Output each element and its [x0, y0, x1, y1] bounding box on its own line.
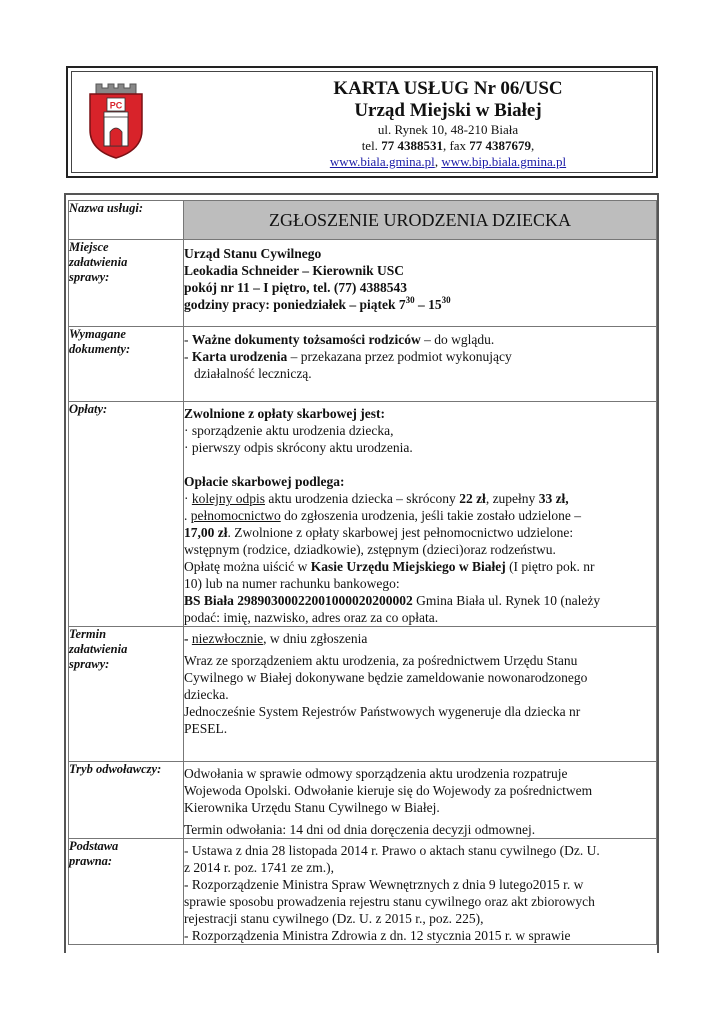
document-item: - Karta urodzenia – przekazana przez podmiot wykonujący: [184, 349, 512, 364]
phone-number: 77 4388531: [381, 138, 443, 153]
legal-basis-details: [184, 839, 657, 945]
content-frame-right: [657, 193, 660, 953]
term-line: Jednocześnie System Rejestrów Państwowych wygeneruje dla dziecka nr: [184, 704, 581, 719]
service-name-title: ZGŁOSZENIE URODZENIA DZIECKA: [184, 201, 657, 240]
fees-details: [184, 402, 657, 627]
fees-bank-note: podać: imię, nazwisko, adres oraz za co opłata.: [184, 610, 439, 625]
label-documents: Wymagane dokumenty:: [69, 327, 184, 402]
fax-number: 77 4387679: [469, 138, 532, 153]
appeal-details: [184, 762, 657, 839]
label-term: Termin załatwienia sprawy:: [69, 627, 184, 762]
documents-list: [184, 327, 657, 402]
fees-bank-account: BS Biała 29890300022001000020200002 Gmina Biała ul. Rynek 10 (należy: [184, 593, 601, 608]
fees-free-item: · sporządzenie aktu urodzenia dziecka,: [184, 423, 394, 438]
place-room: pokój nr 11 – I piętro, tel. (77) 4388543: [184, 280, 408, 295]
row-fees: [69, 402, 657, 627]
appeal-line: Wojewoda Opolski. Odwołanie kieruje się do Wojewody za pośrednictwem: [184, 783, 593, 798]
term-line: Cywilnego w Białej dokonywane będzie zameldowanie nowonarodzonego: [184, 670, 588, 685]
fees-paid-heading: Opłacie skarbowej podlega:: [184, 474, 345, 489]
legal-line: - Rozporządzenia Ministra Zdrowia z dn. 12 stycznia 2015 r. w sprawie: [184, 928, 571, 943]
row-legal-basis: [69, 839, 657, 945]
label-fees: Opłaty:: [69, 402, 184, 627]
row-place: [69, 240, 657, 327]
document-header: [66, 66, 658, 178]
term-immediate: - niezwłocznie, w dniu zgłoszenia: [184, 631, 368, 646]
office-address: ul. Rynek 10, 48-210 Biała: [377, 122, 519, 137]
document-item: - Ważne dokumenty tożsamości rodziców – do wglądu.: [184, 332, 495, 347]
fees-paid-item: . pełnomocnictwo do zgłoszenia urodzenia, jeśli takie zostało udzielone –: [184, 508, 582, 523]
fees-payment-place-cont: 10) lub na numer rachunku bankowego:: [184, 576, 400, 591]
website-link[interactable]: www.biala.gmina.pl: [329, 154, 435, 169]
appeal-line: Odwołania w sprawie odmowy sporządzenia aktu urodzenia rozpatruje: [184, 766, 568, 781]
legal-line: rejestracji stanu cywilnego (Dz. U. z 2015 r., poz. 225),: [184, 911, 484, 926]
label-legal-basis: Podstawa prawna:: [69, 839, 184, 945]
label-place: Miejsce załatwienia sprawy:: [69, 240, 184, 327]
place-office: Urząd Stanu Cywilnego: [184, 246, 322, 261]
appeal-line: Kierownika Urzędu Stanu Cywilnego w Białej.: [184, 800, 440, 815]
crest-letters: PC: [109, 100, 123, 111]
place-hours: godziny pracy: poniedziałek – piątek $7^{30} - 15^{30}$: [184, 295, 451, 312]
bip-website-link[interactable]: www.bip.biala.gmina.pl: [441, 154, 567, 169]
row-term: [69, 627, 657, 762]
term-details: [184, 627, 657, 762]
row-appeal: [69, 762, 657, 839]
term-line: Wraz ze sporządzeniem aktu urodzenia, za pośrednictwem Urzędu Stanu: [184, 653, 578, 668]
service-card-table: [68, 200, 657, 945]
legal-line: z 2014 r. poz. 1741 ze zm.),: [184, 860, 334, 875]
legal-line: sprawie sposobu prowadzenia rejestru stanu cywilnego oraz akt zbiorowych: [184, 894, 595, 909]
label-appeal: Tryb odwoławczy:: [69, 762, 184, 839]
row-documents: [69, 327, 657, 402]
city-crest-logo: [86, 80, 146, 160]
term-line: dziecka.: [184, 687, 229, 702]
office-name: Urząd Miejski w Białej: [354, 100, 542, 121]
document-item-cont: działalność leczniczą.: [194, 366, 312, 381]
card-number-title: KARTA USŁUG Nr 06/USC: [333, 78, 563, 99]
place-details: [184, 240, 657, 327]
legal-line: - Rozporządzenie Ministra Spraw Wewnętrznych z dnia 9 lutego2015 r. w: [184, 877, 584, 892]
fees-free-item: · pierwszy odpis skrócony aktu urodzenia.: [184, 440, 413, 455]
office-links: www.biala.gmina.pl, www.bip.biala.gmina.pl: [329, 154, 567, 169]
appeal-deadline: Termin odwołania: 14 dni od dnia doręczenia decyzji odmownej.: [184, 822, 536, 837]
fees-payment-place: Opłatę można uiścić w Kasie Urzędu Miejskiego w Białej (I piętro pok. nr: [184, 559, 595, 574]
fees-paid-item-cont: 17,00 zł. Zwolnione z opłaty skarbowej jest pełnomocnictwo udzielone:: [184, 525, 574, 540]
fees-paid-item-cont: wstępnym (rodzice, dziadkowie), zstępnym (dzieci)oraz rodzeństwu.: [184, 542, 556, 557]
row-service-name: [69, 201, 657, 240]
place-head: Leokadia Schneider – Kierownik USC: [184, 263, 405, 278]
fees-free-heading: Zwolnione z opłaty skarbowej jest:: [184, 406, 385, 421]
office-contact: tel. 77 4388531, fax 77 4387679,: [361, 138, 535, 153]
term-line: PESEL.: [184, 721, 228, 736]
fees-paid-item: · kolejny odpis aktu urodzenia dziecka – skrócony 22 zł, zupełny 33 zł,: [184, 491, 569, 506]
label-service-name: Nazwa usługi:: [69, 201, 184, 240]
legal-line: - Ustawa z dnia 28 listopada 2014 r. Prawo o aktach stanu cywilnego (Dz. U.: [184, 843, 600, 858]
